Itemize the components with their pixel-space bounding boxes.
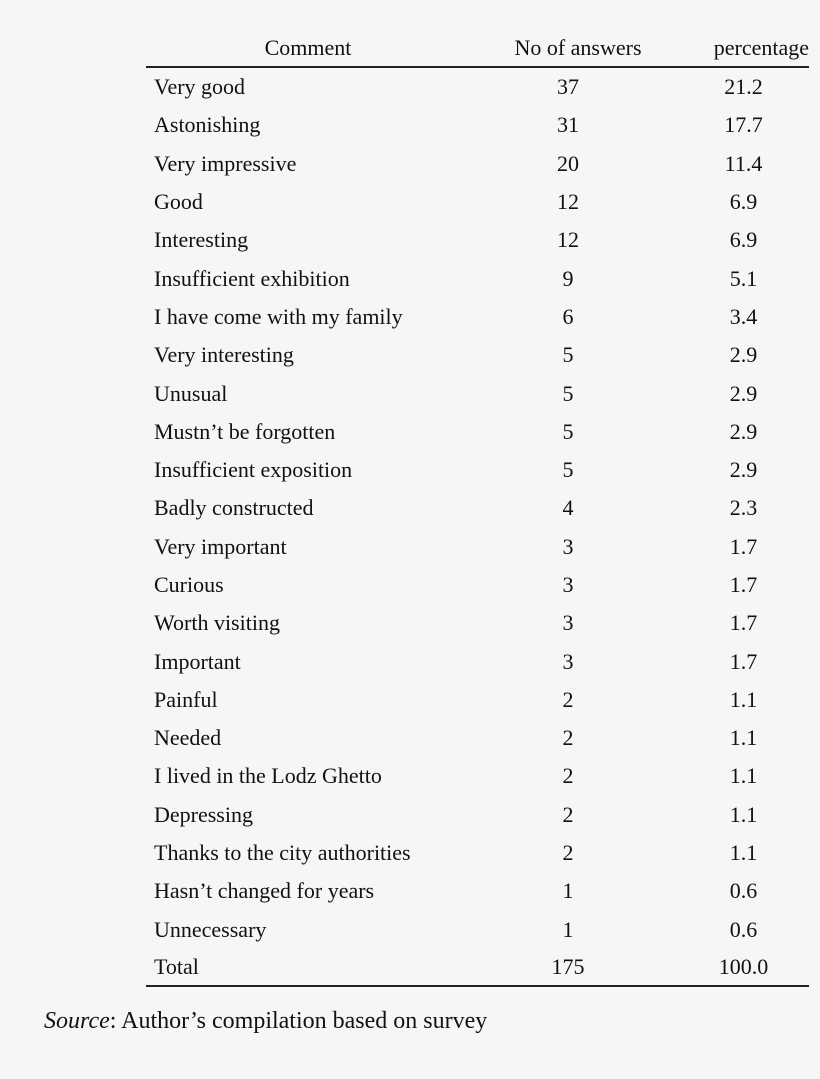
row-answers: 5 [562,457,574,483]
row-percentage: 0.6 [729,916,758,942]
table-row [146,106,809,144]
table-row [146,911,809,949]
row-comment: Unnecessary [154,916,267,942]
row-comment: Very important [154,533,287,559]
row-percentage: 1.7 [729,533,758,559]
total-answers: 175 [458,949,678,986]
row-percentage: 3.4 [729,303,758,329]
row-answers: 2 [562,801,574,827]
row-percentage: 21.2 [724,74,763,100]
row-answers: 12 [557,227,579,253]
row-comment: Hasn’t changed for years [154,878,375,904]
row-comment: Worth visiting [154,610,280,636]
row-comment: Very interesting [154,342,294,368]
row-percentage: 6.9 [729,189,758,215]
row-answers: 2 [562,763,574,789]
table-row [146,604,809,642]
row-percentage: 2.9 [729,457,758,483]
row-percentage: 1.1 [729,725,758,751]
table-row [146,796,809,834]
row-comment: Mustn’t be forgotten [154,418,336,444]
table-row [146,183,809,221]
row-answers: 2 [562,725,574,751]
row-answers: 3 [562,572,574,597]
row-percentage: 0.6 [729,878,758,904]
row-answers: 6 [562,303,574,329]
row-percentage: 2.9 [729,418,758,444]
row-answers: 3 [562,648,574,674]
row-comment: Good [154,189,203,215]
source-label: Source [44,1008,110,1034]
row-comment: I have come with my family [154,303,403,329]
table-row [146,642,809,680]
row-percentage: 1.7 [729,648,758,674]
table-row [146,451,809,489]
table-row [146,719,809,757]
row-answers: 37 [557,74,579,100]
row-comment: Very impressive [154,150,297,176]
row-comment: Badly constructed [154,495,314,521]
table-header-row [146,30,809,67]
table-body [146,67,809,949]
table-row [146,834,809,872]
row-comment: Depressing [154,801,253,827]
row-percentage: 6.9 [729,227,758,253]
row-answers: 3 [562,610,574,636]
row-percentage: 17.7 [724,112,763,138]
table-row [146,566,809,604]
row-answers: 12 [557,189,579,215]
row-percentage: 2.9 [729,380,758,406]
row-comment: Painful [154,686,218,712]
row-comment: Very good [154,74,246,100]
row-percentage: 1.1 [729,840,758,866]
row-comment: Insufficient exposition [154,457,353,483]
row-answers: 5 [562,342,574,368]
row-comment: Curious [154,572,224,597]
row-comment: Unusual [154,380,228,406]
row-answers: 20 [557,150,579,176]
row-comment: Thanks to the city authorities [154,840,411,866]
row-answers: 2 [562,686,574,712]
row-answers: 3 [562,533,574,559]
table-row [146,528,809,566]
total-label: Total [146,949,458,986]
row-answers: 1 [562,916,574,942]
header-percentage: percentage [678,30,809,67]
table-row [146,67,809,106]
survey-results-table [146,30,809,987]
row-percentage: 1.7 [729,610,758,636]
row-percentage: 1.7 [729,572,758,597]
row-answers: 1 [562,878,574,904]
table-row [146,221,809,259]
table-row [146,681,809,719]
row-percentage: 1.1 [729,686,758,712]
row-percentage: 1.1 [729,763,758,789]
table-total-row [146,949,809,986]
table-row [146,872,809,910]
row-comment: I lived in the Lodz Ghetto [154,763,382,789]
row-comment: Insufficient exhibition [154,265,350,291]
row-comment: Important [154,648,241,674]
table-row [146,374,809,412]
row-percentage: 2.3 [729,495,758,521]
table-row [146,336,809,374]
row-comment: Needed [154,725,222,751]
table-row [146,259,809,297]
total-percentage: 100.0 [678,949,809,986]
source-text: : Author’s compilation based on survey [109,1008,488,1034]
source-note [44,1008,487,1035]
row-percentage: 5.1 [729,265,758,291]
row-percentage: 11.4 [724,150,763,176]
row-answers: 2 [562,840,574,866]
row-answers: 5 [562,418,574,444]
header-comment: Comment [146,30,458,67]
table-row [146,489,809,527]
row-answers: 4 [562,495,574,521]
row-comment: Interesting [154,227,249,253]
header-answers: No of answers [458,30,678,67]
table-row [146,757,809,795]
table-row [146,413,809,451]
table-row [146,145,809,183]
row-answers: 31 [557,112,579,138]
row-answers: 9 [562,265,574,291]
table-row [146,298,809,336]
row-comment: Astonishing [154,112,261,138]
row-answers: 5 [562,380,574,406]
row-percentage: 2.9 [729,342,758,368]
row-percentage: 1.1 [729,801,758,827]
